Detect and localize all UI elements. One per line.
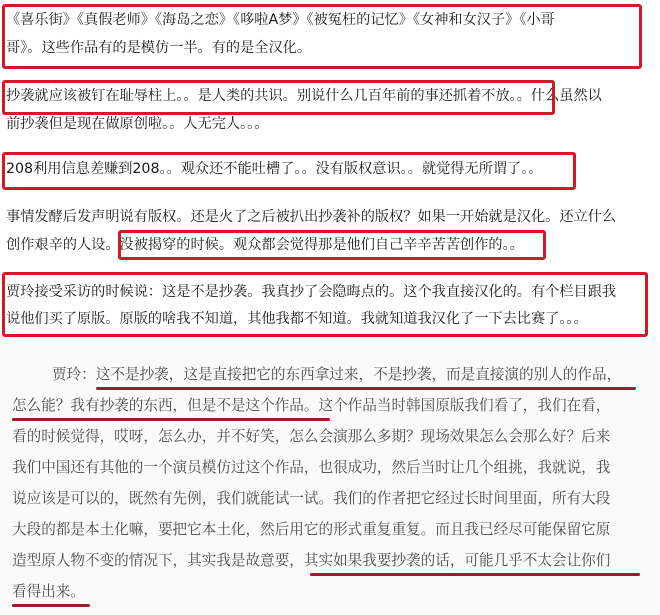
paragraph-4-line-1: 事情发酵后发声明说有版权。还是火了之后被扒出抄袭补的版权？如果一开始就是汉化。还立什么: [6, 209, 617, 225]
paragraph-5-line-2: 说他们买了原版。原版的啥我不知道，其他我都不知道。我就知道我汉化了一下去比赛了。。。: [6, 311, 588, 327]
paragraph-2-line-2: 前抄袭但是现在做原创啦。。人无完人。。。: [6, 116, 269, 132]
quote-line-6: 大段的都是本土化嘛，要把它本土化，然后用它的形式重复重复。而且我已经尽可能保留它原: [12, 521, 611, 538]
quote-underline-3: [310, 573, 640, 576]
paragraph-3-line-1: 208利用信息差赚到208。。观众还不能吐槽了。。没有版权意识。。就觉得无所谓了。。: [6, 161, 543, 177]
highlight-box-5: [2, 272, 648, 337]
paragraph-4-line-2: 创作艰辛的人设。没被揭穿的时候。观众都会觉得那是他们自己辛辛苦苦创作的。。: [6, 237, 524, 253]
quote-underline-4: [12, 604, 90, 607]
quote-line-7: 造型原人物不变的情况下，其实我是故意要，其实如果我要抄袭的话，可能几乎不太会让你们: [12, 552, 611, 569]
highlight-box-3: [2, 152, 576, 190]
quote-line-1: 贾玲：这不是抄袭，这是直接把它的东西拿过来，不是抄袭，而是直接演的别人的作品，: [52, 366, 622, 383]
paragraph-1-line-1: 《喜乐街》《真假老师》《海岛之恋》《哆啦A梦》《被冤枉的记忆》《女神和女汉子》《小哥: [6, 12, 555, 28]
paragraph-2-line-1: 抄袭就应该被钉在耻辱柱上。。是人类的共识。别说什么几百年前的事还抓着不放。。什么虽然以: [6, 88, 602, 104]
quote-underline-1: [96, 387, 636, 390]
quote-excerpt: [0, 343, 660, 615]
highlight-box-1: [2, 4, 642, 69]
paragraph-1-line-2: 哥》。这些作品有的是模仿一半。有的是全汉化。: [6, 40, 312, 56]
paragraph-5-line-1: 贾玲接受采访的时候说：这是不是抄袭。我真抄了会隐晦点的。这个我直接汉化的。有个栏目跟我: [6, 284, 617, 300]
highlight-box-4: [118, 230, 546, 260]
quote-line-8: 看得出来。: [12, 583, 85, 600]
quote-line-3: 看的时候觉得，哎呀，怎么办，并不好笑，怎么会演那么多期？现场效果怎么会那么好？后来: [12, 428, 611, 445]
highlight-box-2: [2, 80, 555, 115]
quote-line-5: 说应该是可以的，既然有先例，我们就能试一试。我们的作者把它经过长时间里面，所有大段: [12, 490, 611, 507]
quote-line-4: 我们中国还有其他的一个演员模仿过这个作品，也很成功，然后当时让几个组挑，我就说，我: [12, 459, 611, 476]
quote-line-2: 怎么能？我有抄袭的东西，但是不是这个作品。这个作品当时韩国原版我们看了，我们在看，: [12, 397, 611, 414]
quote-underline-2: [12, 418, 330, 421]
